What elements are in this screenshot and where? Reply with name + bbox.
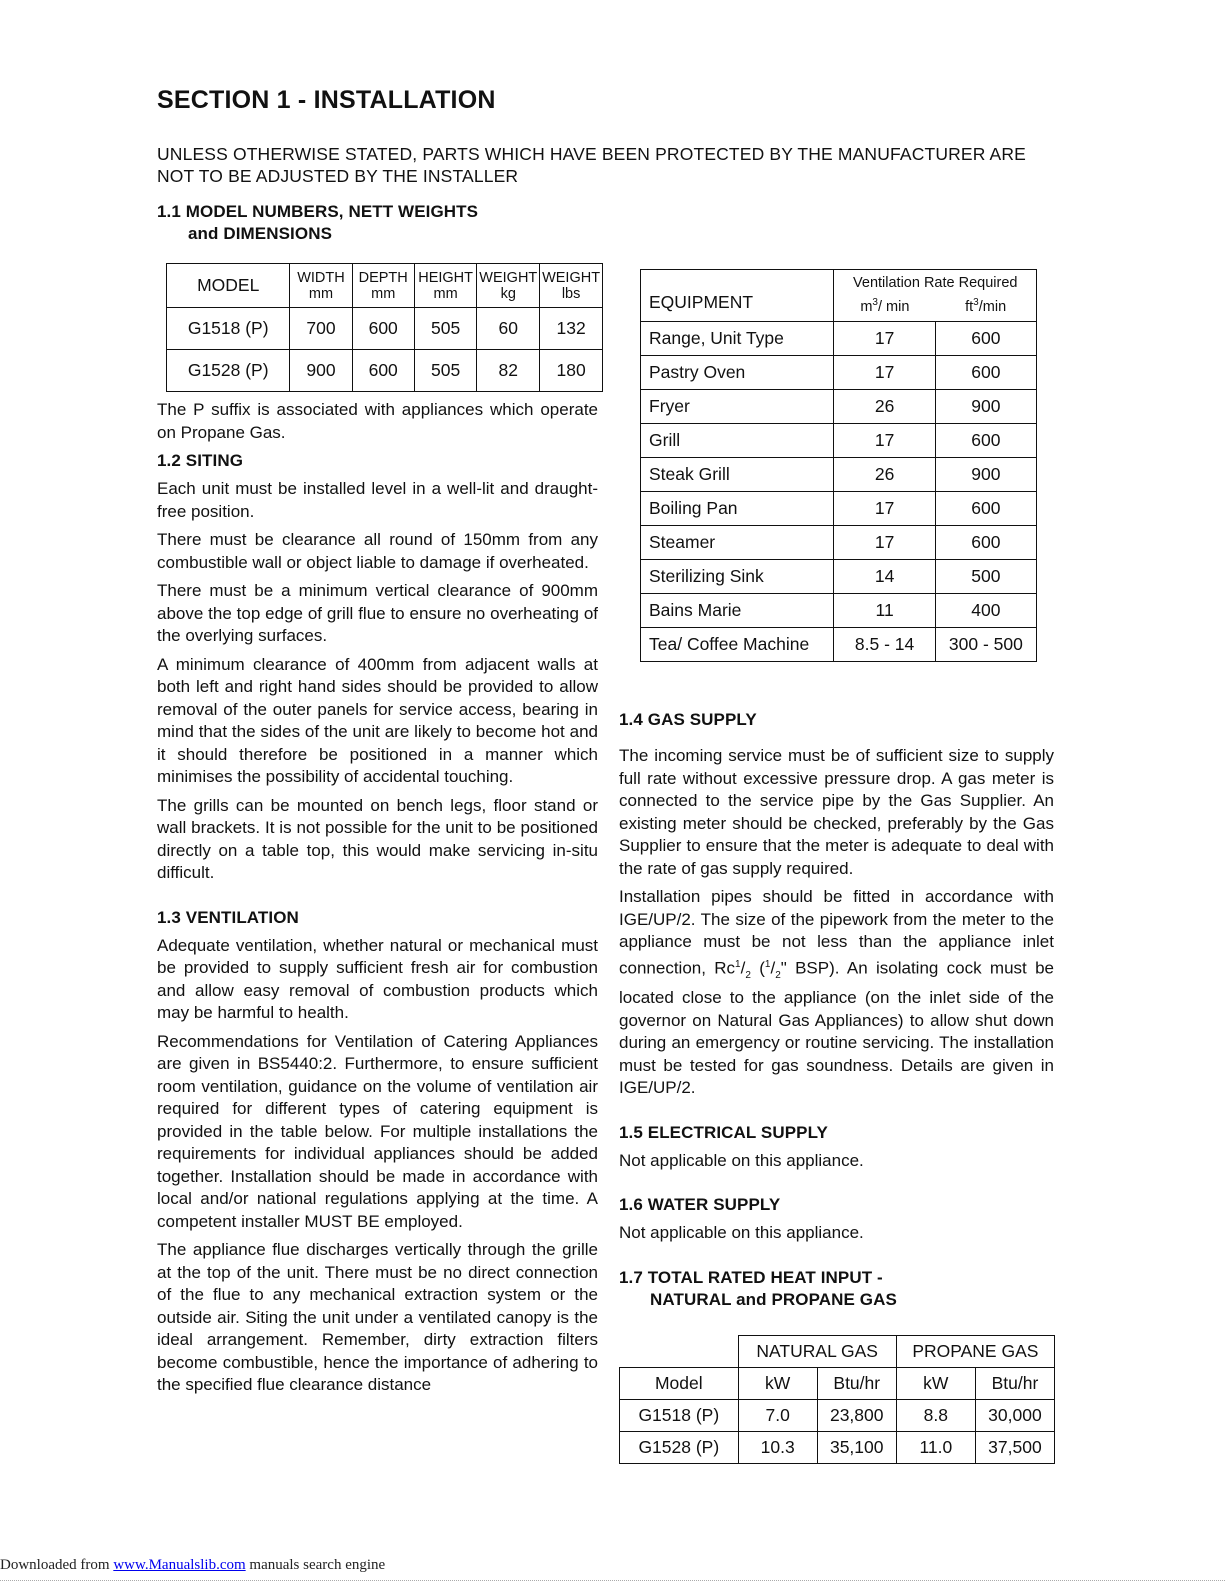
unit-ft3-base: ft <box>965 298 974 315</box>
fraction-sup: 1 <box>735 958 741 970</box>
rate-cell: 17 <box>834 356 935 390</box>
group-header-propane: PROPANE GAS <box>896 1336 1054 1368</box>
rate-cell: 900 <box>935 390 1036 424</box>
rate-cell: 26 <box>834 390 935 424</box>
rate-cell: 400 <box>935 594 1036 628</box>
heading-1-2: 1.2 SITING <box>157 451 244 470</box>
col-header-btu: Btu/hr <box>817 1368 896 1400</box>
heading-1-1 <box>157 201 478 245</box>
rate-cell: 8.5 - 14 <box>834 628 935 662</box>
table-cell: 132 <box>540 308 603 350</box>
manualslib-link[interactable]: www.Manualslib.com <box>113 1557 246 1573</box>
unit-ft3-tail: /min <box>978 298 1007 315</box>
left-column <box>157 399 598 1403</box>
heading-1-7-line1: 1.7 TOTAL RATED HEAT INPUT - <box>619 1267 883 1287</box>
gas-supply-paragraph: The incoming service must be of sufficient size to supply full rate without excessive pressure drop. A gas meter is connected to the service pipe by the Gas Supplier. An existing meter should be checked, preferably by the Gas Supplier to ensure that the meter is adequate to deal with the rate of gas supply required. <box>619 746 1054 878</box>
rate-cell: 11 <box>834 594 935 628</box>
table-cell: 8.8 <box>896 1400 975 1432</box>
footer-prefix: Downloaded from <box>0 1557 114 1573</box>
col-header-kw: kW <box>896 1368 975 1400</box>
table-cell: 900 <box>290 350 352 392</box>
table-row <box>641 526 1037 560</box>
rate-cell: 900 <box>935 458 1036 492</box>
rate-cell: 500 <box>935 560 1036 594</box>
depth-label: DEPTH <box>358 269 408 286</box>
table-cell: 11.0 <box>896 1432 975 1464</box>
unit-m3-tail: / min <box>877 298 910 315</box>
vent-table-body <box>641 322 1037 662</box>
rate-cell: 600 <box>935 526 1036 560</box>
table-row <box>641 424 1037 458</box>
rate-cell: 14 <box>834 560 935 594</box>
table-row <box>167 350 603 392</box>
siting-paragraph: A minimum clearance of 400mm from adjacent walls at both left and right hand sides should be provided to allow removal of the outer panels for service access, bearing in mind that the sides of the unit are likely to become hot and it should therefore be positioned in a manner which minimises the possibility of accidental touching. <box>157 654 598 786</box>
col-header-weight-lbs <box>540 264 603 308</box>
unit-ft3 <box>935 297 1036 315</box>
equipment-cell: Steamer <box>641 526 834 560</box>
rate-cell: 17 <box>834 492 935 526</box>
ventilation-rate-table <box>640 269 1037 662</box>
rate-cell: 600 <box>935 424 1036 458</box>
ventilation-paragraph: The appliance flue discharges vertically through the grille at the top of the unit. There must be no direct connection of the flue to any mechanical extraction system or the outside air. Siting the unit under a ventilated canopy is the ideal arrangement. Remember, dirty extraction filters become combustible, hence the importance of adhering to the specified flue clearance distance <box>157 1240 598 1394</box>
ventilation-paragraph: Adequate ventilation, whether natural or mechanical must be provided to supply sufficient fresh air for combustion and allow easy removal of combustion products which may be harmful to health. <box>157 935 598 1022</box>
unit-ft3-sup: 3 <box>973 297 979 309</box>
rate-header <box>834 270 1037 322</box>
electrical-supply-text: Not applicable on this appliance. <box>619 1150 864 1170</box>
weight-lbs-label: WEIGHT <box>542 269 601 286</box>
col-header-depth <box>352 264 414 308</box>
heading-1-1-line2: and DIMENSIONS <box>188 224 333 243</box>
rate-cell: 600 <box>935 322 1036 356</box>
table-row <box>641 628 1037 662</box>
col-header-width <box>290 264 352 308</box>
rate-cell: 300 - 500 <box>935 628 1036 662</box>
equipment-cell: Boiling Pan <box>641 492 834 526</box>
fraction-sub: 2 <box>745 969 751 981</box>
table-row <box>641 322 1037 356</box>
rate-cell: 26 <box>834 458 935 492</box>
table-row <box>641 492 1037 526</box>
equipment-header: EQUIPMENT <box>641 270 834 322</box>
rate-cell: 17 <box>834 322 935 356</box>
table-row <box>620 1400 1055 1432</box>
heading-1-6: 1.6 WATER SUPPLY <box>619 1195 781 1215</box>
right-column <box>619 709 1054 1311</box>
heading-1-4: 1.4 GAS SUPPLY <box>619 710 757 729</box>
table-cell: 82 <box>477 350 540 392</box>
text-run: " BSP). An isolating cock must be located close to the appliance (on the inlet side of the governor on Natural Gas Appliances) to allow shut down during an emergency or routine servicing. The installation must be tested for gas soundness. Details are given in IGE/UP/2. <box>619 958 1054 1098</box>
table-cell: 600 <box>352 350 414 392</box>
table-cell: 37,500 <box>975 1432 1054 1464</box>
equipment-cell: Sterilizing Sink <box>641 560 834 594</box>
download-footer <box>0 1557 385 1574</box>
fraction-sup: 1 <box>764 958 771 970</box>
weight-lbs-unit: lbs <box>561 285 581 302</box>
siting-paragraph: There must be clearance all round of 150mm from any combustible wall or object liable to damage if overheated. <box>157 530 598 572</box>
weight-kg-label: WEIGHT <box>479 269 538 286</box>
text-run: Installation pipes should be fitted in accordance with IGE/UP/2. The size of the pipework from the meter to the appliance must be not less than the appliance inlet connection, Rc <box>619 887 1054 978</box>
text-run: ( <box>750 958 765 978</box>
empty-cell <box>620 1336 739 1368</box>
table-cell: 30,000 <box>975 1400 1054 1432</box>
col-header-model: Model <box>620 1368 739 1400</box>
ventilation-paragraph: Recommendations for Ventilation of Catering Appliances are given in BS5440:2. Furthermore, to ensure sufficient room ventilation, guidance on the volume of ventilation air required for different types of catering equipment is provided in the table below. For multiple installations the requirements for individual appliances should be added together. Installation should be made in accordance with local and/or national regulations applying at the time. A competent installer MUST BE employed. <box>157 1031 598 1231</box>
equipment-cell: Tea/ Coffee Machine <box>641 628 834 662</box>
width-label: WIDTH <box>297 269 345 286</box>
table-cell: 505 <box>414 350 477 392</box>
heading-1-7 <box>619 1267 1054 1311</box>
width-unit: mm <box>308 285 334 302</box>
table-row <box>641 458 1037 492</box>
equipment-cell: Range, Unit Type <box>641 322 834 356</box>
depth-unit: mm <box>371 285 396 302</box>
equipment-cell: Pastry Oven <box>641 356 834 390</box>
siting-paragraph: The grills can be mounted on bench legs, floor stand or wall brackets. It is not possible for the unit to be positioned directly on a table top, this would make servicing in-situ difficult. <box>157 795 598 882</box>
siting-paragraph: Each unit must be installed level in a well-lit and draught-free position. <box>157 479 598 521</box>
section-title: SECTION 1 - INSTALLATION <box>157 86 496 114</box>
table-cell: G1518 (P) <box>167 308 290 350</box>
rate-header-label: Ventilation Rate Required <box>853 275 1018 292</box>
text-run: / <box>740 958 746 978</box>
equipment-cell: Fryer <box>641 390 834 424</box>
col-header-btu: Btu/hr <box>975 1368 1054 1400</box>
table-row <box>641 390 1037 424</box>
table-cell: 600 <box>352 308 414 350</box>
unit-m3-sup: 3 <box>872 297 878 309</box>
rate-cell: 600 <box>935 356 1036 390</box>
col-header-model: MODEL <box>167 264 290 308</box>
heading-1-5: 1.5 ELECTRICAL SUPPLY <box>619 1122 828 1142</box>
footer-suffix: manuals search engine <box>245 1557 386 1573</box>
siting-paragraph: There must be a minimum vertical clearance of 900mm above the top edge of grill flue to ensure no overheating of the overlying surfaces. <box>157 581 598 645</box>
heading-1-1-line1: 1.1 MODEL NUMBERS, NETT WEIGHTS <box>157 202 479 221</box>
col-header-weight-kg <box>477 264 540 308</box>
table-cell: 35,100 <box>817 1432 896 1464</box>
unit-m3-base: m <box>860 298 873 315</box>
gas-supply-paragraph-2 <box>619 886 1054 1100</box>
fraction-sub: 2 <box>775 969 781 981</box>
table-row <box>641 594 1037 628</box>
table-cell: G1528 (P) <box>620 1432 739 1464</box>
equipment-cell: Grill <box>641 424 834 458</box>
table-header-row <box>167 264 603 308</box>
footer-divider <box>0 1580 1225 1581</box>
water-supply-text: Not applicable on this appliance. <box>619 1223 864 1243</box>
suffix-note: The P suffix is associated with appliances which operate on Propane Gas. <box>157 400 598 442</box>
equipment-cell: Steak Grill <box>641 458 834 492</box>
table-cell: G1528 (P) <box>167 350 290 392</box>
table-row <box>167 308 603 350</box>
col-header-kw: kW <box>738 1368 817 1400</box>
rate-units <box>834 297 1036 315</box>
table-cell: 505 <box>414 308 477 350</box>
table-row <box>641 560 1037 594</box>
table-cell: G1518 (P) <box>620 1400 739 1432</box>
height-unit: mm <box>433 285 458 302</box>
rate-cell: 600 <box>935 492 1036 526</box>
table-cell: 700 <box>290 308 352 350</box>
heading-1-7-line2: NATURAL and PROPANE GAS <box>650 1289 897 1309</box>
heat-header-row <box>620 1368 1055 1400</box>
rate-cell: 17 <box>834 526 935 560</box>
unit-m3 <box>834 297 935 315</box>
heat-input-table <box>619 1335 1055 1464</box>
heading-1-3: 1.3 VENTILATION <box>157 907 299 927</box>
vent-header-row <box>641 270 1037 322</box>
table-cell: 60 <box>477 308 540 350</box>
rate-cell: 17 <box>834 424 935 458</box>
table-row <box>620 1432 1055 1464</box>
col-header-height <box>414 264 477 308</box>
model-dimensions-table <box>166 263 603 392</box>
table-cell: 10.3 <box>738 1432 817 1464</box>
text-run: / <box>770 958 776 978</box>
table-cell: 23,800 <box>817 1400 896 1432</box>
group-header-natural: NATURAL GAS <box>738 1336 896 1368</box>
table-cell: 7.0 <box>738 1400 817 1432</box>
height-label: HEIGHT <box>418 269 473 286</box>
equipment-cell: Bains Marie <box>641 594 834 628</box>
table-row <box>641 356 1037 390</box>
installer-notice: UNLESS OTHERWISE STATED, PARTS WHICH HAVE BEEN PROTECTED BY THE MANUFACTURER ARE NOT TO BE ADJUSTED BY THE INSTALLER <box>157 144 1026 186</box>
heat-group-header-row <box>620 1336 1055 1368</box>
table-cell: 180 <box>540 350 603 392</box>
weight-kg-unit: kg <box>500 285 516 302</box>
